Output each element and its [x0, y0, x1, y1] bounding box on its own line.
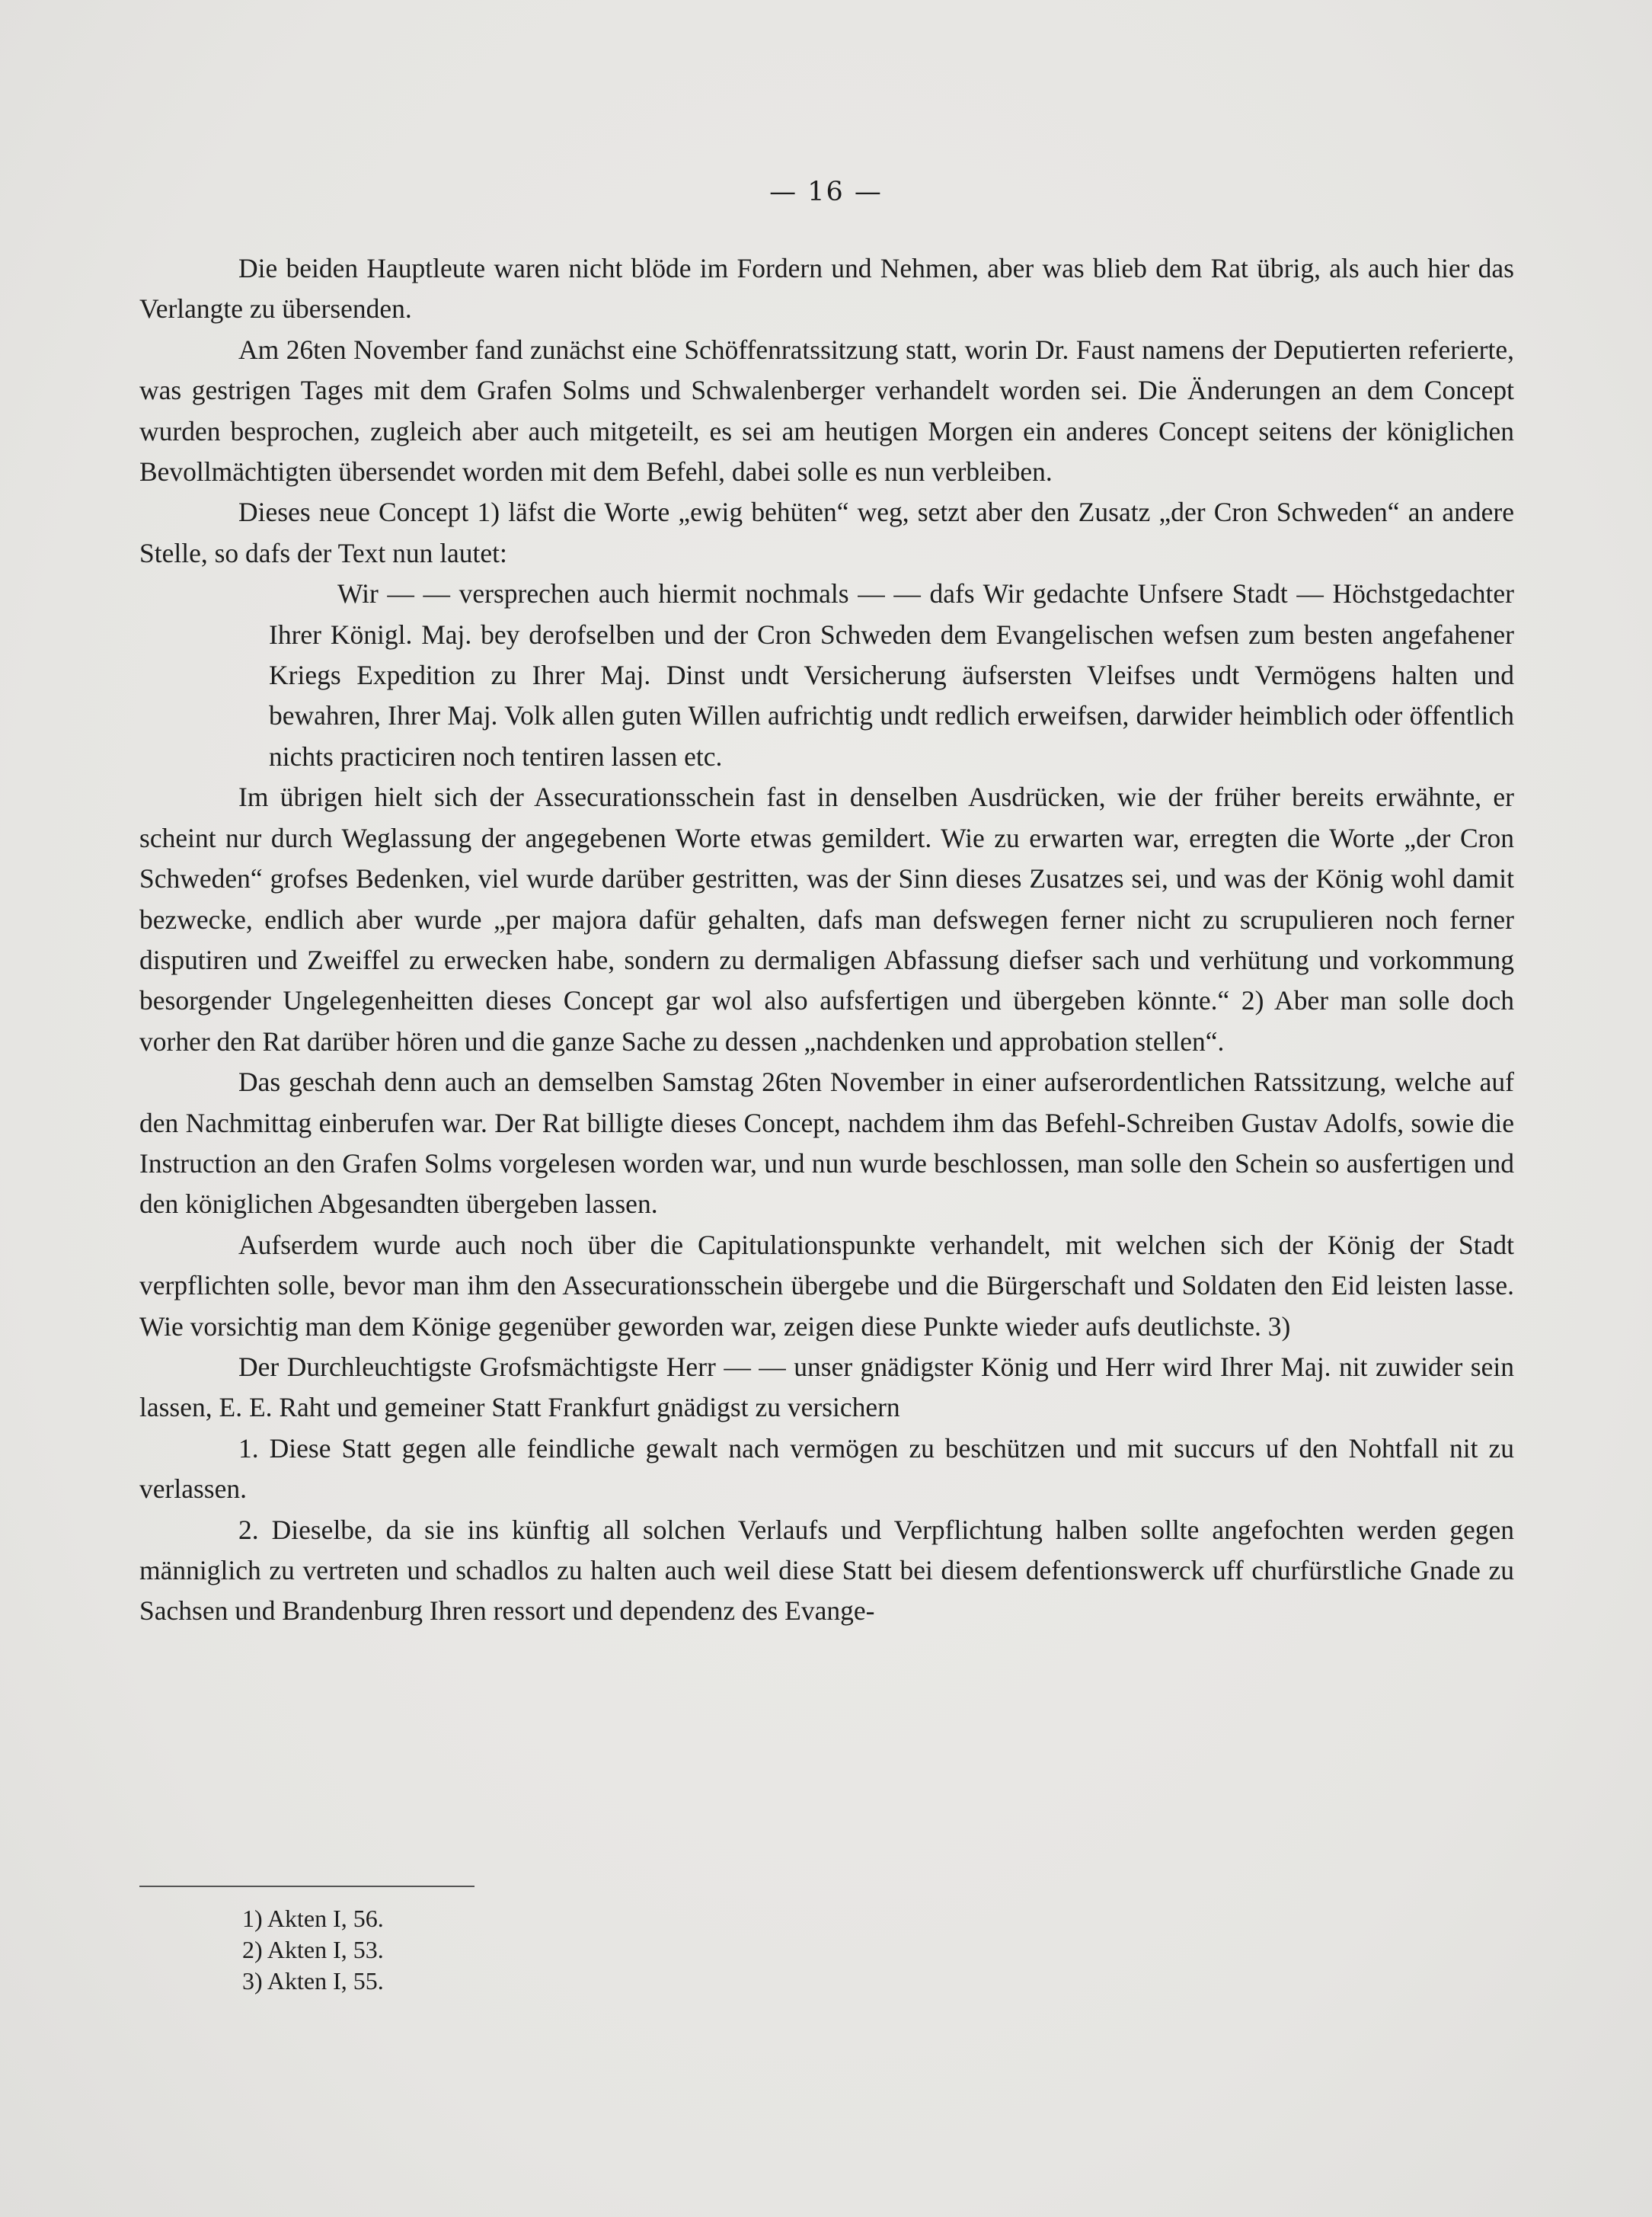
paragraph-7: Der Durchleuchtigste Grofsmächtigste Herr — — unser gnädigster König und Herr wird Ihrer Maj. nit zuwider sein lassen, E. E. Raht und gemeiner Statt Frankfurt gnädigst zu versichern	[139, 1351, 1514, 1423]
paragraph-2: Am 26ten November fand zunächst eine Schöffenratssitzung statt, worin Dr. Faust namens der Deputierten referierte, was gestrigen Tages mit dem Grafen Solms und Schwalenberger verhandelt worden sei. Die Änderungen an dem Concept wurden besprochen, zugleich aber auch mitgeteilt, es sei am heutigen Morgen ein anderes Concept seitens der königlichen Bevollmächtigten übersendet worden mit dem Befehl, dabei solle es nun verbleiben.	[139, 334, 1514, 488]
paragraph-5: Das geschah denn auch an demselben Samstag 26ten November in einer aufserordentlichen Ratssitzung, welche auf den Nachmittag einberufen war. Der Rat billigte dieses Concept, nachdem ihm das Befehl-Schreiben Gustav Adolfs, sowie die Instruction an den Grafen Solms vorgelesen worden war, und nun wurde beschlossen, man solle den Schein so ausfertigen und den königlichen Abgesandten übergeben lassen.	[139, 1067, 1514, 1220]
footnote-separator	[139, 1886, 475, 1887]
paragraph-1: Die beiden Hauptleute waren nicht blöde im Fordern und Nehmen, aber was blieb dem Rat übrig, als auch hier das Verlangte zu übersenden.	[139, 253, 1514, 325]
quoted-text: Wir — — versprechen auch hiermit nochmals — — dafs Wir gedachte Unfsere Stadt — Höchstgedachter Ihrer Königl. Maj. bey derofselben und der Cron Schweden dem Evangelischen wefsen zum besten angefahener Kriegs Expedition zu Ihrer Maj. Dinst undt Versicherung äufsersten Vleifses undt Vermögens halten und bewahren, Ihrer Maj. Volk allen guten Willen aufrichtig undt redlich erweifsen, darwider heimblich oder öffentlich nichts practiciren noch tentiren lassen etc.	[269, 578, 1514, 772]
paragraph-6: Aufserdem wurde auch noch über die Capitulationspunkte verhandelt, mit welchen sich der König der Stadt verpflichten solle, bevor man ihm den Assecurationsschein übergebe und die Bürgerschaft und Soldaten den Eid leisten lasse. Wie vorsichtig man dem Könige gegenüber geworden war, zeigen diese Punkte wieder aufs deutlichste. 3)	[139, 1229, 1514, 1342]
paragraph-8: 1. Diese Statt gegen alle feindliche gewalt nach vermögen zu beschützen und mit succurs uf den Nohtfall nit zu verlassen.	[139, 1432, 1514, 1505]
paragraph-4: Im übrigen hielt sich der Assecurationsschein fast in denselben Ausdrücken, wie der früher bereits erwähnte, er scheint nur durch Weglassung der angegebenen Worte etwas gemildert. Wie zu erwarten war, erregten die Worte „der Cron Schweden“ grofses Bedenken, viel wurde darüber gestritten, was der Sinn dieses Zusatzes sei, und was der König wohl damit bezwecke, endlich aber wurde „per majora dafür gehalten, dafs man defswegen ferner nicht zu scrupulieren noch ferner disputiren und Zweiffel zu erwecken habe, sondern zu dermaligen Abfassung diefser sach und verhütung und vorkommung besorgender Ungelegenheitten dieses Concept gar wol also aufsfertigen und übergeben könnte.“ 2) Aber man solle doch vorher den Rat darüber hören und die ganze Sache zu dessen „nachdenken und approbation stellen“.	[139, 782, 1514, 1057]
body-text	[139, 248, 1514, 1632]
footnote-2: 2) Akten I, 53.	[242, 1936, 384, 1963]
paragraph-3: Dieses neue Concept 1) läfst die Worte „ewig behüten“ weg, setzt aber den Zusatz „der Cron Schweden“ an andere Stelle, so dafs der Text nun lautet:	[139, 497, 1514, 568]
footnote-3: 3) Akten I, 55.	[242, 1967, 384, 1995]
footnote-1: 1) Akten I, 56.	[242, 1905, 384, 1932]
page-number: — 16 —	[769, 177, 883, 207]
footnotes	[242, 1903, 384, 1997]
paragraph-9: 2. Dieselbe, da sie ins künftig all solchen Verlaufs und Verpflichtung halben sollte angefochten werden gegen männiglich zu vertreten und schadlos zu halten auch weil diese Statt bei diesem defentionswerck uff churfürstliche Gnade zu Sachsen und Brandenburg Ihren ressort und dependenz des Evange-	[139, 1514, 1514, 1627]
